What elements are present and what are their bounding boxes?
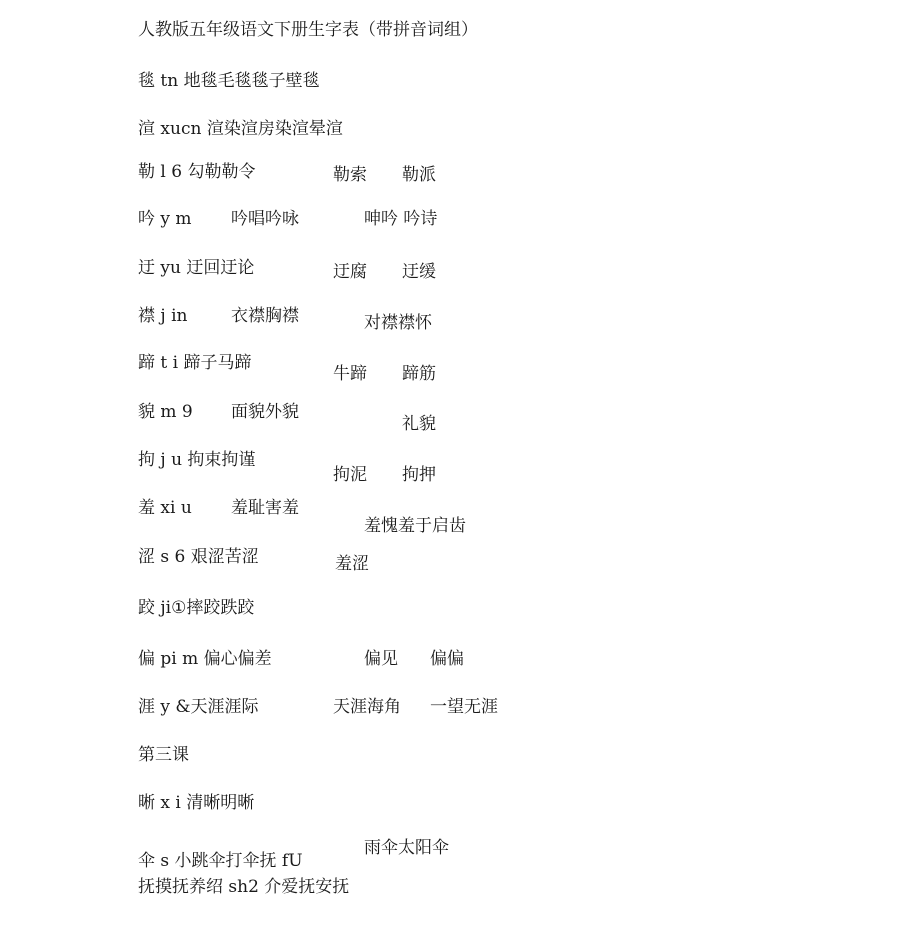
entry-word: 拘泥 [333, 465, 367, 485]
entry-line: 偏 pi m 偏心偏差 [138, 649, 272, 669]
entry-word: 羞涩 [335, 554, 369, 574]
entry-line: 蹄 t i 蹄子马蹄 [138, 353, 252, 373]
entry-word: 雨伞太阳伞 [364, 838, 449, 858]
entry-line: 晰 x i 清晰明晰 [138, 793, 255, 813]
entry-line: 吟 y m [138, 209, 192, 229]
entry-word: 牛蹄 [333, 364, 367, 384]
section-heading: 第三课 [138, 745, 189, 765]
entry-word: 衣襟胸襟 [231, 306, 299, 326]
clipped-word [335, 554, 375, 574]
entry-word: 蹄筋 [402, 364, 436, 384]
entry-word: 对襟襟怀 [364, 313, 432, 333]
entry-line: 抚摸抚养绍 sh2 介爱抚安抚 [138, 877, 350, 897]
entry-word: 礼貌 [402, 414, 436, 434]
entry-line: 渲 xucn 渲染渲房染渲晕渲 [138, 119, 343, 139]
entry-word: 勒派 [402, 165, 436, 185]
entry-line: 迂 yu 迂回迂论 [138, 258, 255, 278]
entry-word: 迂腐 [333, 262, 367, 282]
entry-line: 羞 xi u [138, 498, 192, 518]
entry-line: 貌 m 9 [138, 402, 193, 422]
entry-line: 毯 tn 地毯毛毯毯子壁毯 [138, 71, 320, 91]
entry-word: 面貌外貌 [231, 402, 299, 422]
entry-word: 天涯海角 [333, 697, 401, 717]
entry-word: 偏偏 [430, 649, 464, 669]
entry-line: 涯 y &天涯涯际 [138, 697, 259, 717]
entry-word: 一望无涯 [430, 697, 498, 717]
entry-line: 襟 j in [138, 306, 188, 326]
entry-word: 勒索 [333, 165, 367, 185]
entry-line: 勒 l 6 勾勒勒令 [138, 162, 256, 182]
entry-word: 呻吟 吟诗 [364, 209, 438, 229]
entry-line: 涩 s 6 艰涩苦涩 [138, 547, 259, 567]
entry-line: 拘 j u 拘束拘谨 [138, 450, 256, 470]
entry-word: 偏见 [364, 649, 398, 669]
entry-word: 羞愧羞于启齿 [364, 516, 466, 536]
entry-line: 跤 ji①摔跤跌跤 [138, 598, 255, 618]
entry-word: 吟唱吟咏 [231, 209, 299, 229]
entry-line: 伞 s 小跳伞打伞抚 fU [138, 851, 303, 871]
document-title: 人教版五年级语文下册生字表（带拼音词组） [138, 20, 478, 40]
entry-word: 拘押 [402, 465, 436, 485]
entry-word: 迂缓 [402, 262, 436, 282]
entry-word: 羞耻害羞 [231, 498, 299, 518]
